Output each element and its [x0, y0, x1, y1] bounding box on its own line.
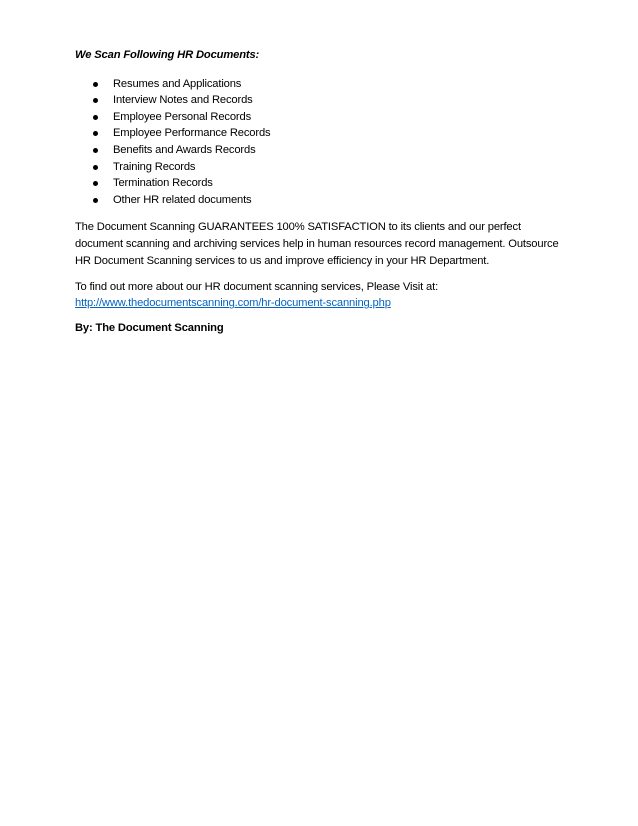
list-item: [75, 76, 565, 93]
bullet-icon: [93, 181, 98, 186]
guarantee-paragraph: The Document Scanning GUARANTEES 100% SATISFACTION to its clients and our perfect document scanning and archiving services help in human resources record management. Outsource HR Document Scanning services to us and improve efficiency in your HR Department.: [75, 221, 559, 267]
list-item-label: Other HR related documents: [113, 193, 252, 206]
bullet-icon: [93, 198, 98, 203]
visit-text: To find out more about our HR document scanning services, Please Visit at:: [75, 280, 439, 293]
visit-paragraph: [75, 279, 565, 312]
list-item: [75, 125, 565, 142]
hr-documents-list: [75, 76, 565, 209]
section-heading: We Scan Following HR Documents:: [75, 49, 260, 61]
list-item: [75, 109, 565, 126]
bullet-icon: [93, 115, 98, 120]
bullet-icon: [93, 131, 98, 136]
list-item: [75, 192, 565, 209]
bullet-icon: [93, 82, 98, 87]
list-item: [75, 159, 565, 176]
list-item-label: Training Records: [113, 160, 196, 173]
byline: By: The Document Scanning: [75, 321, 224, 334]
list-item-label: Termination Records: [113, 177, 213, 190]
hr-scanning-link[interactable]: http://www.thedocumentscanning.com/hr-document-scanning.php: [75, 297, 391, 310]
bullet-icon: [93, 148, 98, 153]
list-item-label: Employee Performance Records: [113, 127, 271, 140]
list-item-label: Interview Notes and Records: [113, 94, 253, 107]
document-body: [75, 47, 565, 345]
list-item-label: Resumes and Applications: [113, 77, 242, 90]
list-item: [75, 92, 565, 109]
list-item: [75, 142, 565, 159]
list-item-label: Employee Personal Records: [113, 110, 252, 123]
list-item: [75, 175, 565, 192]
bullet-icon: [93, 165, 98, 170]
list-item-label: Benefits and Awards Records: [113, 143, 256, 156]
bullet-icon: [93, 98, 98, 103]
